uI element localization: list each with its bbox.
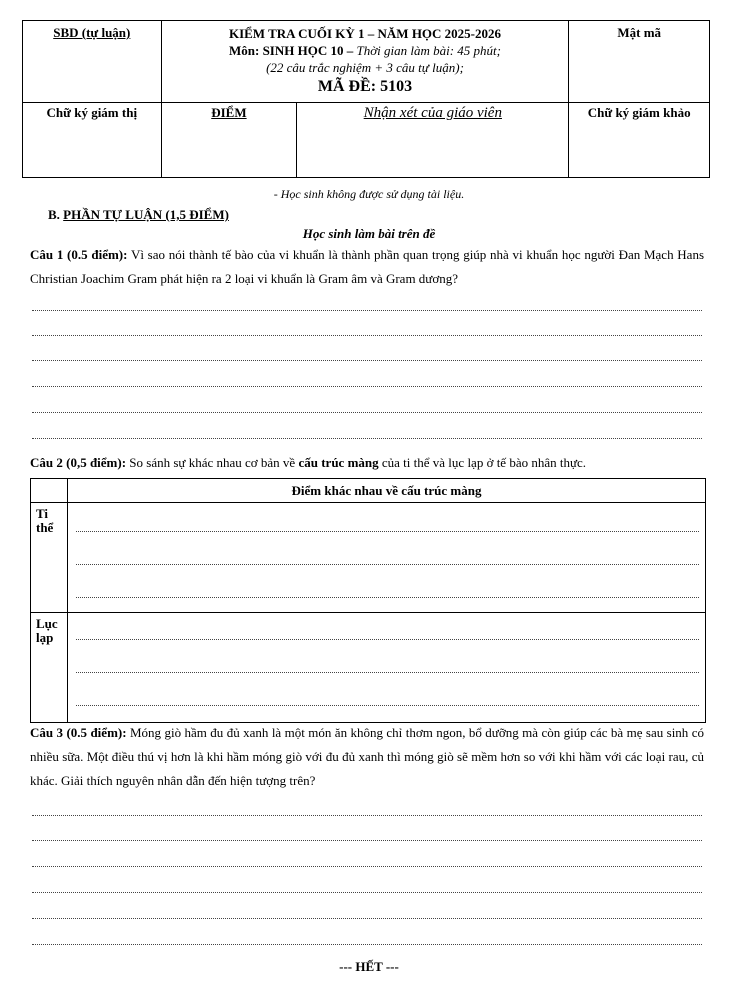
secret-code-cell bbox=[569, 21, 710, 103]
answer-line[interactable] bbox=[32, 866, 702, 867]
section-b-heading bbox=[48, 207, 229, 223]
sbd-cell bbox=[23, 21, 162, 103]
question-2-label: Câu 2 (0,5 điểm): bbox=[30, 455, 127, 470]
comparison-header: Điểm khác nhau về cấu trúc màng bbox=[68, 479, 706, 503]
question-3-text: Móng giò hầm đu đủ xanh là một món ăn không chỉ thơm ngon, bổ dưỡng mà còn giúp các bà mẹ sau sinh có nhiều sữa. Một điều thú vị hơn là khi hầm móng giò với đu đủ xanh thì móng giò sẽ mềm hơn so với khi hầm với các loại rau, củ khác. Giải thích nguyên nhân dẫn đến hiện tượng trên? bbox=[30, 725, 704, 788]
proctor-signature-label: Chữ ký giám thị bbox=[46, 105, 138, 120]
question-3 bbox=[30, 721, 704, 793]
grader-signature-label: Chữ ký giám khảo bbox=[587, 105, 691, 120]
mitochondria-label: Ti thể bbox=[36, 506, 54, 535]
answer-line[interactable] bbox=[76, 565, 699, 598]
teacher-comment-cell bbox=[297, 103, 569, 178]
question-1-text: Vì sao nói thành tế bào của vi khuẩn là thành phần quan trọng giúp nhà vi khuẩn học người Đan Mạch Hans Christian Joachim Gram phát hiện ra 2 loại vi khuẩn là Gram âm và Gram dương? bbox=[30, 247, 705, 286]
question-2 bbox=[30, 451, 704, 475]
chloroplast-label: Lục lạp bbox=[36, 616, 58, 645]
subject-name: Môn: SINH HỌC 10 – bbox=[228, 43, 354, 58]
exam-duration: Thời gian làm bài: 45 phút; bbox=[353, 43, 501, 58]
section-b-prefix: B. bbox=[48, 207, 64, 222]
row-label-chloroplast bbox=[31, 613, 68, 723]
answer-line[interactable] bbox=[76, 503, 699, 532]
question-3-label: Câu 3 (0.5 điểm): bbox=[30, 725, 127, 740]
no-materials-note: - Học sinh không được sử dụng tài liệu. bbox=[273, 187, 465, 201]
answer-line[interactable] bbox=[32, 438, 702, 439]
section-b-title: PHẦN TỰ LUẬN (1,5 ĐIỂM) bbox=[63, 207, 229, 222]
comparison-table bbox=[30, 478, 706, 723]
grader-signature-cell bbox=[569, 103, 710, 178]
question-1-label: Câu 1 (0.5 điểm): bbox=[30, 247, 128, 262]
subject-line bbox=[162, 42, 569, 59]
secret-code-label: Mật mã bbox=[617, 25, 662, 40]
answer-line[interactable] bbox=[32, 360, 702, 361]
mitochondria-answer-cell[interactable] bbox=[68, 503, 706, 613]
question-2-text-before: So sánh sự khác nhau cơ bản về bbox=[126, 455, 299, 470]
row-label-mitochondria bbox=[31, 503, 68, 613]
answer-line[interactable] bbox=[76, 613, 699, 640]
teacher-comment-label: Nhận xét của giáo viên bbox=[363, 105, 502, 121]
sbd-label: SBD (tự luận) bbox=[53, 25, 131, 40]
question-count: (22 câu trắc nghiệm + 3 câu tự luận); bbox=[266, 60, 464, 75]
exam-code: MÃ ĐỀ: 5103 bbox=[317, 78, 413, 95]
answer-line[interactable] bbox=[32, 335, 702, 336]
answer-line[interactable] bbox=[32, 944, 702, 945]
exam-title: KIỂM TRA CUỐI KỲ 1 – NĂM HỌC 2025-2026 bbox=[228, 26, 502, 41]
score-label: ĐIỂM bbox=[211, 105, 247, 120]
answer-line[interactable] bbox=[32, 386, 702, 387]
answer-line[interactable] bbox=[76, 640, 699, 673]
answer-line[interactable] bbox=[76, 673, 699, 706]
question-2-text-bold: cấu trúc màng bbox=[298, 455, 379, 470]
answer-line[interactable] bbox=[76, 532, 699, 565]
question-1 bbox=[30, 243, 704, 291]
exam-header-table bbox=[22, 20, 710, 178]
answer-line[interactable] bbox=[32, 918, 702, 919]
answer-line[interactable] bbox=[32, 815, 702, 816]
question-2-text-after: của ti thể và lục lạp ở tế bào nhân thực. bbox=[378, 455, 587, 470]
score-cell bbox=[161, 103, 297, 178]
corner-cell bbox=[31, 479, 68, 503]
proctor-signature-cell bbox=[23, 103, 162, 178]
answer-line[interactable] bbox=[32, 840, 702, 841]
answer-line[interactable] bbox=[32, 310, 702, 311]
exam-info-cell bbox=[161, 21, 569, 103]
answer-line[interactable] bbox=[32, 892, 702, 893]
end-mark: --- HẾT --- bbox=[339, 959, 399, 974]
chloroplast-answer-cell[interactable] bbox=[68, 613, 706, 723]
answer-line[interactable] bbox=[32, 412, 702, 413]
section-b-instruction: Học sinh làm bài trên đề bbox=[302, 226, 436, 241]
